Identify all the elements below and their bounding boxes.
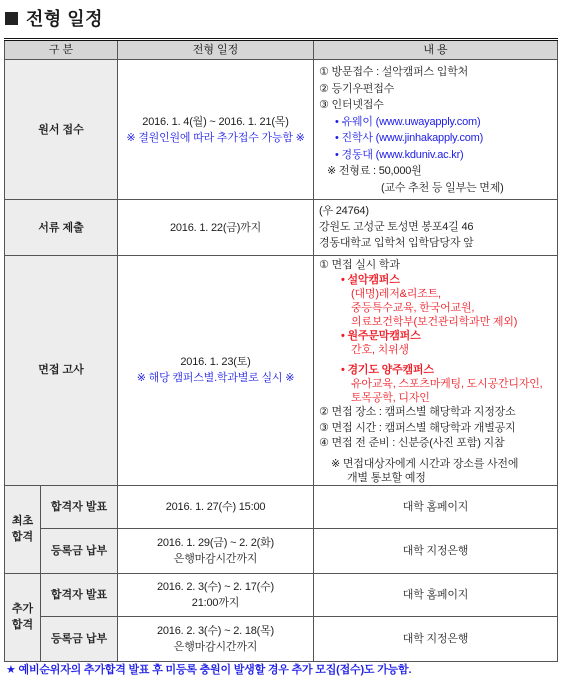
interview-notice: ※ 면접대상자에게 시간과 장소를 사전에	[331, 457, 519, 470]
application-method-visit: ① 방문접수 : 설악캠퍼스 입학처	[319, 66, 469, 78]
interview-notice: 개별 통보할 예정	[347, 471, 426, 484]
interview-dates: 2016. 1. 23(토)	[180, 356, 251, 369]
schedule-line: 2016. 2. 3(수) ~ 2. 17(수)	[156, 580, 275, 593]
documents-dates: 2016. 1. 22(금)까지	[169, 221, 262, 234]
section-title	[5, 7, 103, 29]
mailing-recipient: 경동대학교 입학처 입학담당자 앞	[319, 237, 474, 249]
schedule-line: 은행마감시간까지	[173, 640, 258, 653]
schedule-line: 21:00까지	[191, 596, 240, 609]
application-schedule-note: ※ 결원인원에 따라 추가접수 가능함 ※	[126, 131, 305, 144]
header-category: 구 분	[5, 40, 118, 60]
first-round-payment-label: 등록금 납부	[41, 528, 118, 573]
interview-label: 면접 고사	[5, 256, 118, 486]
additional-round-label-line: 추가	[11, 603, 34, 615]
first-round-announcement-schedule	[118, 485, 314, 528]
campus-department: 의료보건학부(보건관리학과만 제외)	[351, 316, 518, 328]
additional-round-payment-label: 등록금 납부	[41, 616, 118, 661]
interview-location: ② 면접 장소 : 캠퍼스별 해당학과 지정장소	[319, 406, 516, 418]
first-round-label	[5, 485, 41, 573]
section-title-text: 전형 일정	[26, 9, 104, 29]
application-method-mail: ② 등기우편접수	[319, 82, 395, 95]
first-round-payment-row	[5, 528, 558, 573]
header-content: 내 용	[314, 40, 558, 60]
footnote: ★ 예비순위자의 추가합격 발표 후 미등록 충원이 발생할 경우 추가 모집(접수)도 가능함.	[6, 664, 412, 676]
additional-round-payment-row	[5, 616, 558, 661]
additional-round-payment-schedule	[118, 616, 314, 661]
application-fee-note: (교수 추천 등 일부는 면제)	[381, 181, 504, 194]
schedule-table	[4, 38, 558, 662]
postal-code: (우 24764)	[319, 205, 369, 217]
online-site-jinhak: • 진학사 (www.jinhakapply.com)	[335, 132, 484, 144]
first-round-announcement-row	[5, 485, 558, 528]
application-schedule	[118, 60, 314, 200]
schedule-line: 2016. 1. 29(금) ~ 2. 2(화)	[156, 536, 275, 549]
documents-label: 서류 제출	[5, 200, 118, 256]
interview-schedule-note: ※ 해당 캠퍼스별.학과별로 실시 ※	[136, 372, 295, 385]
additional-round-label	[5, 573, 41, 661]
first-round-payment-schedule	[118, 528, 314, 573]
additional-round-announcement-row	[5, 573, 558, 616]
interview-row	[5, 256, 558, 486]
additional-round-payment-content: 대학 지정은행	[314, 616, 558, 661]
additional-round-announcement-schedule	[118, 573, 314, 616]
interview-schedule	[118, 256, 314, 486]
application-row	[5, 60, 558, 200]
schedule-line: 2016. 2. 3(수) ~ 2. 18(목)	[156, 624, 275, 637]
campus-department: 토목공학, 디자인	[351, 392, 430, 404]
additional-round-announcement-label: 합격자 발표	[41, 573, 118, 616]
table-header-row	[5, 40, 558, 60]
square-bullet-icon	[5, 12, 18, 25]
campus-name: • 원주문막캠퍼스	[341, 330, 421, 342]
documents-content	[314, 200, 558, 256]
application-label: 원서 접수	[5, 60, 118, 200]
application-fee: ※ 전형료 : 50,000원	[327, 165, 422, 177]
campus-department: 간호, 치위생	[351, 344, 409, 356]
interview-departments-title: ① 면접 실시 학과	[319, 259, 400, 271]
interview-preparation: ④ 면접 전 준비 : 신분증(사진 포함) 지참	[319, 437, 505, 449]
schedule-line: 2016. 1. 27(수) 15:00	[165, 500, 266, 513]
schedule-line: 은행마감시간까지	[173, 552, 258, 565]
campus-department: 중등특수교육, 한국어교원,	[351, 302, 475, 314]
application-method-online: ③ 인터넷접수	[319, 99, 384, 111]
application-content	[314, 60, 558, 200]
documents-row	[5, 200, 558, 256]
first-round-label-line: 합격	[11, 531, 34, 543]
campus-name: • 경기도 양주캠퍼스	[341, 364, 434, 376]
first-round-label-line: 최초	[11, 515, 34, 527]
mailing-address: 강원도 고성군 토성면 봉포4길 46	[319, 221, 474, 233]
online-site-kduniv: • 경동대 (www.kduniv.ac.kr)	[335, 148, 464, 161]
campus-department: (대명)레저&리조트,	[351, 288, 441, 300]
additional-round-announcement-content: 대학 홈페이지	[314, 573, 558, 616]
documents-schedule	[118, 200, 314, 256]
first-round-payment-content: 대학 지정은행	[314, 528, 558, 573]
first-round-announcement-label: 합격자 발표	[41, 485, 118, 528]
campus-department: 유아교육, 스포츠마케팅, 도시공간디자인,	[351, 378, 543, 390]
first-round-announcement-content: 대학 홈페이지	[314, 485, 558, 528]
additional-round-label-line: 합격	[11, 619, 34, 631]
interview-time: ③ 면접 시간 : 캠퍼스별 해당학과 개별공지	[319, 421, 516, 434]
interview-content	[314, 256, 558, 486]
header-schedule: 전형 일정	[118, 40, 314, 60]
campus-name: • 설악캠퍼스	[341, 274, 400, 286]
online-site-uway: • 유웨이 (www.uwayapply.com)	[335, 115, 481, 128]
application-dates: 2016. 1. 4(월) ~ 2016. 1. 21(목)	[142, 115, 289, 128]
